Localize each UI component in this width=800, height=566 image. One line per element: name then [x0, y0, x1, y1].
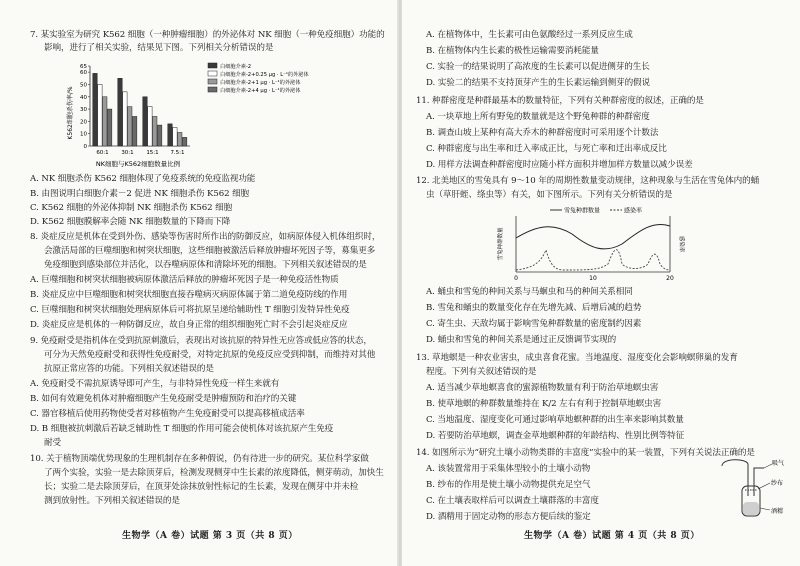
bar-3-7.5:1 — [178, 132, 182, 146]
bar-2-30:1 — [123, 92, 127, 146]
y-label-left: 雪兔种群数量 — [498, 227, 504, 261]
y-tick-label: 60 — [80, 70, 87, 77]
hare-curve — [516, 224, 670, 249]
q11-option-c: C. 种群密度与出生率和迁入率成正比，与死亡率和迁出率成反比 — [426, 144, 667, 154]
chart-legend — [550, 207, 642, 215]
y-tick-label: 20 — [80, 119, 87, 126]
label-alcohol: 酒精 — [771, 508, 784, 515]
q10-line: 10. 关于植物顶端优势现象的生理机制存在多种假说，仍有待进一步的研究。某位科学家做 — [30, 454, 369, 464]
bar-1-7.5:1 — [168, 124, 172, 146]
x-tick-label: 30:1 — [121, 150, 134, 156]
q9-option-c: C. 器官移植后使用药物使受者对移植物产生免疫耐受可以提高移植成活率 — [30, 409, 305, 419]
q8-line: 免疫细胞到感染部位并活化，以吞噬病原体和清除坏死的细胞。下列相关叙述错误的是 — [44, 260, 367, 270]
q13-option-c: C. 当地温度、湿度变化可通过影响草地螟种群的出生率来影响其数量 — [426, 415, 684, 425]
q14-stem: 14. 如图所示为“研究土壤小动物类群的丰富度”实验中的某一装置，下列有关说法正确的是 — [416, 448, 755, 458]
q11-option-d: D. 用样方法调查种群密度时应随小样方面积并增加样方数量以减少误差 — [426, 160, 693, 170]
y-tick-label: 10 — [80, 131, 87, 138]
left-page — [0, 0, 398, 566]
q13-stem: 程度。下列有关叙述错误的是 — [426, 367, 537, 377]
legend-hare: 雪兔种群数量 — [564, 207, 601, 215]
q9-option-b: B. 如何有效避免机体对肿瘤细胞产生免疫耐受是肿瘤预防和治疗的关键 — [30, 394, 297, 404]
bar-2-60:1 — [98, 84, 102, 146]
x-axis-label: NK细胞与K562细胞数量比例 — [95, 160, 181, 168]
q13-option-a: A. 适当减少草地螟喜食的蜜源植物数量有利于防治草地螟虫害 — [426, 383, 659, 393]
bar-4-7.5:1 — [182, 137, 186, 146]
q8-line: 8. 炎症反应是机体在受到外伤、感染等伤害时所作出的防御反应，如病原体侵入机体组织时， — [30, 232, 381, 242]
q12-option-b: B. 雪兔和蛹虫的数量变化存在先增先减、后增后减的趋势 — [426, 303, 642, 313]
q7-option-c: C. K562 细胞的外泌体抑制 NK 细胞杀伤 K562 细胞 — [30, 203, 233, 213]
right-page — [402, 0, 800, 566]
q9-line: 9. 免疫耐受是指机体在受到抗原刺激后，表现出对该抗原的特异性无应答或低应答的状态， — [30, 336, 372, 346]
bar-4-15:1 — [157, 125, 161, 146]
y-tick-label: 40 — [80, 94, 87, 101]
aspirator-diagram — [702, 456, 792, 522]
q8-option-b: B. 炎症反应中巨噬细胞和树突状细胞直接吞噬病灭病原体属于第二道免疫防线的作用 — [30, 290, 348, 300]
bar-1-15:1 — [143, 97, 147, 146]
legend-label: 白细胞介素-2+0.25 μg · L⁻¹的外泌体 — [220, 72, 309, 78]
bar-3-15:1 — [153, 116, 157, 146]
q14-option-b: B. 纱布的作用是使土壤小动物提供充足空气 — [426, 480, 591, 490]
q7-stem-line-2: 影响，进行了相关实验，结果见下图。下列相关分析错误的是 — [44, 43, 274, 53]
q13-option-d: D. 若要防治草地螟，调查金草地螟种群的年龄结构、性别比例等特征 — [426, 431, 685, 441]
bar-1-30:1 — [118, 78, 122, 146]
alcohol-liquid — [743, 502, 759, 515]
label-gauze: 纱布 — [771, 480, 784, 487]
x-tick: 20 — [666, 275, 674, 282]
q10-option-a: A. 在植物体中，生长素可由色氨酸经过一系列反应生成 — [426, 30, 633, 40]
legend-label: 白细胞介素-2+1 μg · L⁻¹的外泌体 — [220, 80, 301, 86]
y-label-right: 感染率 — [678, 235, 684, 253]
bar-2-7.5:1 — [173, 128, 177, 146]
q7-option-b: B. 由图说明白细胞介素－2 促进 NK 细胞杀伤 K562 细胞 — [30, 189, 250, 199]
q10-option-b: B. 在植物体内生长素的极性运输需要消耗能量 — [426, 46, 599, 56]
legend-swatch — [208, 71, 217, 76]
q9-line: 抗原正常应答的功能。下列相关叙述错误的是 — [44, 364, 214, 374]
q12-option-d: D. 蛹虫和雪兔的种间关系是通过正反馈调节实现的 — [426, 335, 617, 345]
y-tick-label: 50 — [80, 82, 87, 89]
y-axis-label: K562细胞杀伤率/% — [67, 86, 74, 140]
legend-swatch — [208, 79, 217, 84]
q10-option-c: C. 实验一的结果说明了高浓度的生长素可以促进侧芽的生长 — [426, 62, 650, 72]
population-chart — [492, 204, 692, 282]
q12-option-a: A. 蛹虫和雪兔的种间关系与马蛔虫和马的种间关系相同 — [426, 287, 633, 297]
q10-option-d: D. 实验二的结果不支持顶芽产生的生长素运输到侧芽的假说 — [426, 78, 651, 88]
legend-label: 白细胞介素-2 — [220, 64, 252, 70]
x-tick: 0 — [514, 275, 518, 282]
q14-option-a: A. 该装置常用于采集体型较小的土壤小动物 — [426, 464, 591, 474]
q11-stem: 11. 种群密度是种群最基本的数量特征，下列有关种群密度的叙述，正确的是 — [416, 96, 704, 106]
y-tick-label: 0 — [83, 144, 87, 150]
q7-option-a: A. NK 细胞杀伤 K562 细胞体现了免疫系统的免疫监视功能 — [30, 174, 256, 184]
bar-chart — [50, 58, 370, 168]
bar-3-30:1 — [128, 107, 132, 146]
page-footer: 生物学（A 卷）试题 第 3 页（共 8 页） — [122, 531, 298, 541]
q9-line: 可分为天然免疫耐受和获得性免疫耐受，对特定抗原的免疫反应受到抑制，而维持对其他 — [44, 350, 376, 360]
q11-option-a: A. 一块草地上所有野兔的数量就是这个野兔种群的种群密度 — [426, 112, 650, 122]
q14-option-d: D. 酒精用于固定动物的形态方便后续的鉴定 — [426, 512, 591, 522]
x-tick: 10 — [589, 275, 597, 282]
bar-4-30:1 — [132, 116, 136, 146]
label-inhale: 吸气 — [772, 460, 785, 467]
legend-label: 白细胞介素-2+4 μg · L⁻¹的外泌体 — [220, 88, 301, 94]
q8-option-c: C. 巨噬细胞和树突状细胞处理病原体后可将抗原呈递给辅助性 T 细胞引发特异性免疫 — [30, 305, 350, 315]
q12-stem: 12. 北美地区的雪兔具有 9～10 年的周期性数量变动规律，这种现象与生活在雪兔体内的蛹 — [416, 176, 760, 186]
q7-stem-line-1: 7. 某实验室为研究 K562 细胞（一种肿瘤细胞）的外泌体对 NK 细胞（一种免疫细胞）功能的 — [30, 30, 385, 40]
bar-1-60:1 — [93, 73, 97, 146]
q13-option-b: B. 使草地螟的种群数量维持在 K/2 左右有利于控制草地螟虫害 — [426, 399, 662, 409]
q8-option-d: D. 炎症反应是机体的一种防御反应，故自身正常的组织细胞死亡时不会引起炎症反应 — [30, 320, 348, 330]
q10-line: 测到放射性。下列相关叙述错误的是 — [44, 496, 180, 506]
bar-3-60:1 — [103, 97, 107, 146]
q10-line: 了两个实验，实验一是去除顶芽后，检测发现侧芽中生长素的浓度降低，侧芽萌动，加快生 — [44, 468, 384, 478]
q10-line: 长；实验二是去除顶芽后，在顶芽处涂抹放射性标记的生长素，发现在侧芽中并未检 — [44, 482, 359, 492]
page-footer: 生物学（A 卷）试题 第 4 页（共 8 页） — [524, 531, 700, 541]
bar-2-15:1 — [148, 107, 152, 146]
aspirator-tube — [722, 460, 748, 496]
q9-option-d: D. B 细胞被抗刺激后若缺乏辅助性 T 细胞的作用可能会使机体对该抗原产生免疫 — [30, 424, 334, 434]
q8-option-a: A. 巨噬细胞和树突状细胞被病原体激活后释放的肿瘤坏死因子是一种免疫活性物质 — [30, 275, 339, 285]
q12-stem: 虫（草肝蛭、绦虫等）有关，如下图所示。下列有关分析错误的是 — [426, 190, 673, 200]
q9-option-d-cont: 耐受 — [44, 438, 61, 448]
q12-option-c: C. 寄生虫、天敌均属于影响雪兔种群数量的密度制约因素 — [426, 319, 642, 329]
bar-4-60:1 — [107, 109, 111, 146]
q9-option-a: A. 免疫耐受不需抗原诱导即可产生，与非特异性免疫一样生来就有 — [30, 379, 280, 389]
y-tick-label: 65 — [80, 64, 87, 70]
y-tick-label: 30 — [80, 107, 87, 114]
x-tick-label: 15:1 — [146, 150, 159, 156]
legend-swatch — [208, 87, 217, 92]
legend-infection: 感染率 — [624, 207, 643, 215]
q7-option-d: D. K562 细胞膜解率会随 NK 细胞数量的下降而下降 — [30, 217, 231, 227]
q14-option-c: C. 在土壤表取样后可以调查土壤群落的丰富度 — [426, 496, 599, 506]
infection-curve — [516, 250, 670, 270]
x-tick-label: 60:1 — [96, 150, 109, 156]
q8-line: 会激活局部的巨噬细胞和树突状细胞，这些细胞被激活后释放肿瘤坏死因子等，募集更多 — [44, 246, 376, 256]
q13-stem: 13. 草地螟是一种农业害虫，成虫喜食花蜜。当地温度、湿度变化会影响螟卵巢的发育 — [416, 353, 738, 363]
q11-option-b: B. 调查山坡上某种有高大乔木的种群密度时可采用逐个计数法 — [426, 128, 659, 138]
x-tick-label: 7.5:1 — [170, 150, 185, 156]
aspirator-intake-tube — [754, 468, 764, 496]
legend-swatch — [208, 63, 217, 68]
